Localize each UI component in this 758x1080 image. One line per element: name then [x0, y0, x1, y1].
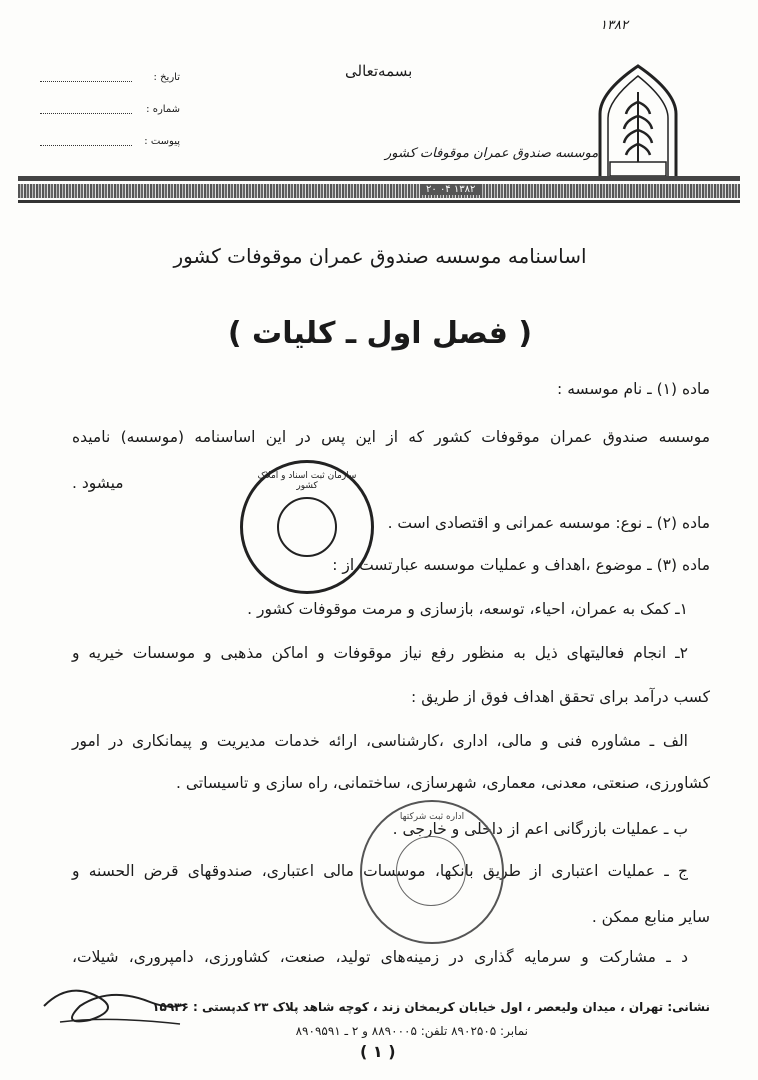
- seal-emblem: [277, 497, 337, 557]
- number-field: [40, 104, 180, 118]
- item-c: ج ـ عملیات اعتباری از طریق بانکها، موسسات مالی اعتباری، صندوقهای قرض الحسنه و: [72, 862, 688, 880]
- seal-text: سازمان ثبت اسناد و املاک کشور: [257, 471, 357, 491]
- basmala: بسمه‌تعالی: [345, 62, 413, 80]
- attachment-field: [40, 136, 180, 150]
- footer-phones: نمابر: ۸۹۰۲۵۰۵ تلفن: ۸۸۹۰۰۰۵ و ۲ ـ ۸۹۰۹۵۹۱: [295, 1024, 528, 1038]
- page-number: ( ۱ ): [360, 1042, 396, 1061]
- letterhead-band-top: [18, 176, 740, 181]
- article-2: ماده (۲) ـ نوع: موسسه عمرانی و اقتصادی است .: [387, 514, 710, 532]
- article-1-heading: ماده (۱) ـ نام موسسه :: [557, 380, 710, 398]
- item-a: الف ـ مشاوره فنی و مالی، اداری ،کارشناسی، ارائه خدمات مدیریت و پیمانکاری در امور: [72, 732, 688, 750]
- document-title: اساسنامه موسسه صندوق عمران موقوفات کشور: [173, 244, 587, 268]
- date-line: [40, 81, 132, 82]
- item-b: ب ـ عملیات بازرگانی اعم از داخلی و خارجی .: [392, 820, 688, 838]
- top-handwritten-note: ۱۳۸۲: [600, 18, 628, 33]
- mosque-wheat-emblem-icon: [596, 62, 680, 180]
- item-c-cont: سایر منابع ممکن .: [591, 908, 710, 926]
- number-label: شماره :: [146, 104, 180, 115]
- chapter-heading: ( فصل اول ـ کلیات ): [227, 316, 533, 351]
- band-note: ۱۳۸۲ ۰۴ ۲۰: [420, 184, 481, 195]
- official-seal-stamp: [240, 460, 374, 594]
- item-d: د ـ مشارکت و سرمایه گذاری در زمینه‌های تولید، صنعت، کشاورزی، دامپروری، شیلات،: [72, 948, 688, 966]
- item-1: ۱ـ کمک به عمران، احیاء، توسعه، بازسازی و مرمت موقوفات کشور .: [247, 600, 688, 618]
- registration-stamp-text: اداره ثبت شرکتها: [399, 812, 465, 822]
- article-3-heading: ماده (۳) ـ موضوع ،اهداف و عملیات موسسه عبارتست از :: [332, 556, 710, 574]
- footer-address: نشانی: تهران ، میدان ولیعصر ، اول خیابان کریمخان زند ، کوچه شاهد پلاک ۲۳ کدپستی : ۱۵۹۳۶: [152, 1000, 710, 1014]
- registration-stamp: [360, 800, 504, 944]
- item-a-cont: کشاورزی، صنعتی، معدنی، معماری، شهرسازی، ساختمانی، راه سازی و تاسیساتی .: [176, 774, 710, 792]
- item-2: ۲ـ انجام فعالیتهای ذیل به منظور رفع نیاز موقوفات و اماکن مذهبی و موسسات خیریه و: [72, 644, 688, 662]
- attachment-line: [40, 145, 132, 146]
- number-line: [40, 113, 132, 114]
- org-name-script: موسسه صندوق عمران موقوفات کشور: [385, 146, 599, 161]
- registration-stamp-inner: [396, 836, 466, 906]
- date-field: [40, 72, 180, 86]
- item-2-cont: کسب درآمد برای تحقق اهداف فوق از طریق :: [411, 688, 710, 706]
- article-1-text-end: میشود .: [72, 474, 124, 492]
- letterhead-band-bottom: [18, 200, 740, 203]
- article-1-text: موسسه صندوق عمران موقوفات کشور که از این پس در این اساسنامه (موسسه) نامیده: [72, 428, 710, 446]
- date-label: تاریخ :: [153, 72, 180, 83]
- letterhead-band-pattern: [18, 184, 740, 198]
- attachment-label: پیوست :: [144, 136, 180, 147]
